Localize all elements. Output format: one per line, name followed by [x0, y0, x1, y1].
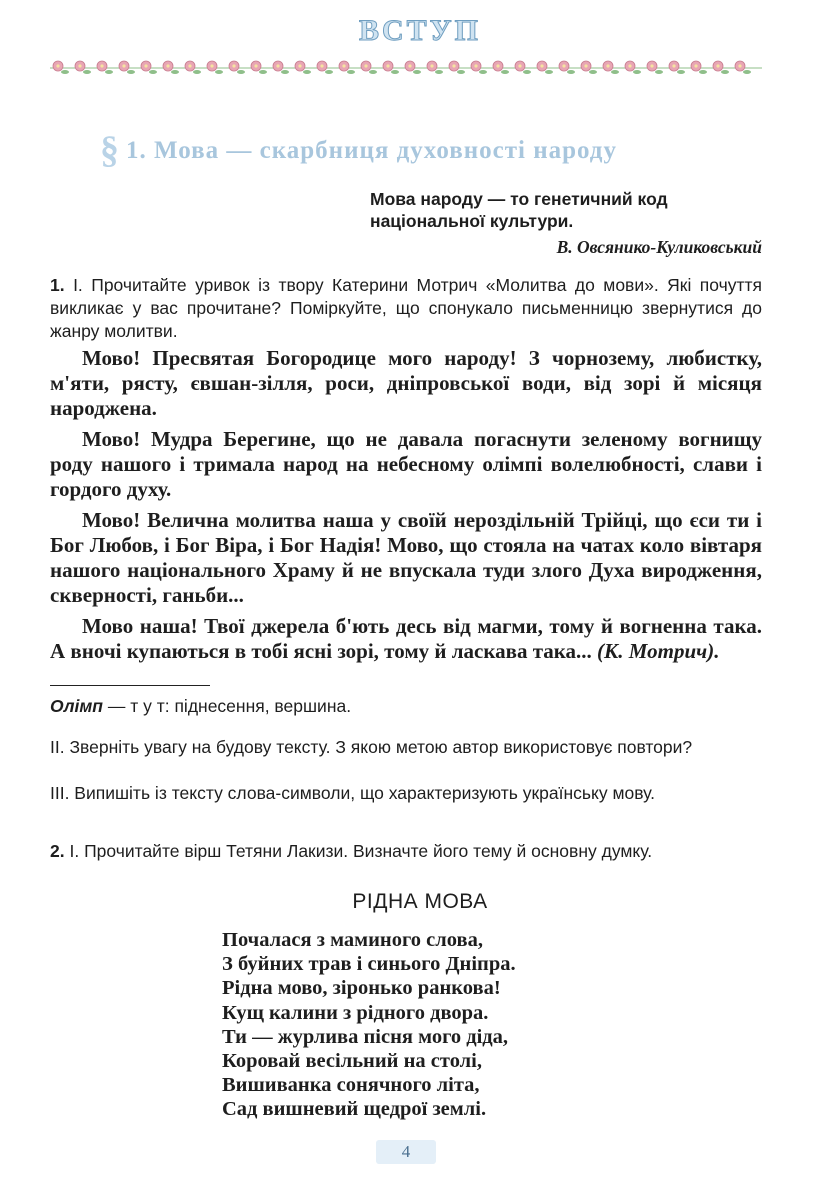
excerpt-paragraph-text: Мово наша! Твої джерела б'ють десь від магми, тому й вогненна така. А вночі купаються в тобі ясні зорі, тому й ласкава така... [50, 614, 762, 663]
poem-line: Вишиванка сонячного літа, [222, 1074, 480, 1097]
footnote [50, 695, 762, 718]
poem-line: Коровай весільний на столі, [222, 1050, 482, 1073]
floral-ornament-border [50, 55, 762, 81]
excerpt-paragraph [50, 614, 762, 664]
task-1-part-2: ІІ. Зверніть увагу на будову тексту. З якою метою автор використовує повтори? [50, 737, 693, 757]
poem-line: Почалася з маминого слова, [222, 929, 483, 951]
poem-title: РІДНА МОВА [352, 890, 488, 913]
task-2-text: І. Прочитайте вірш Тетяни Лакизи. Визначте його тему й основну думку. [69, 841, 653, 861]
footnote-term: Олімп [50, 696, 103, 716]
poem-line: Кущ калини з рідного двора. [222, 1001, 489, 1024]
footnote-definition: — т у т: піднесення, вершина. [103, 696, 352, 716]
page-number: 4 [376, 1140, 436, 1164]
epigraph-quote: Мова народу — то генетичний код національної культури. [370, 189, 668, 231]
poem-line: Ти — журлива пісня мого діда, [222, 1025, 509, 1048]
poem-line: Сад вишневий щедрої землі. [222, 1098, 487, 1121]
excerpt-paragraph: Мово! Пресвятая Богородице мого народу! З чорнозему, любистку, м'яти, рясту, євшан-зілля, роси, дніпровської води, від зорі й місяця народжена. [50, 346, 762, 420]
excerpt-attribution: (К. Мотрич). [597, 639, 720, 663]
epigraph [370, 188, 762, 258]
poem [222, 928, 642, 1122]
section-title: 1. Мова — скарбниця духовності народу [126, 137, 617, 164]
task-1-number: 1. [50, 275, 65, 295]
task-1-part-1: І. Прочитайте уривок із твору Катерини Мотрич «Молитва до мови». Які почуття викликає у вас прочитане? Поміркуйте, що спонукало письменницю звернутися до жанру молитви. [50, 275, 762, 341]
poem-line: Рідна мово, зіронько ранкова! [222, 977, 501, 1000]
excerpt-paragraph: Мово! Велична молитва наша у своїй нероздільній Трійці, що єси ти і Бог Любов, і Бог Віра, і Бог Надія! Мово, що стояла на чатах коло вівтаря нашого національного Храму й не впускала туди злого Духа виродження, скверності, ганьби... [50, 508, 762, 607]
epigraph-author: В. Овсянико-Куликовський [556, 237, 762, 257]
task-2-instruction [50, 840, 762, 863]
excerpt-paragraph: Мово! Мудра Берегине, що не давала погаснути зеленому вогнищу роду нашого і тримала народ на небесному олімпі волелюбності, слави і гордого духу. [50, 427, 762, 501]
poem-line: З буйних трав і синього Дніпра. [222, 953, 516, 976]
task-1-instruction [50, 274, 762, 343]
excerpt-text [50, 346, 762, 670]
task-1-part-3: ІІІ. Випишіть із тексту слова-символи, що характеризують українську мову. [50, 783, 655, 803]
chapter-title: ВСТУП [358, 14, 482, 47]
section-symbol: § [100, 129, 120, 171]
footnote-divider [50, 685, 210, 686]
section-heading [100, 128, 780, 172]
task-2-number: 2. [50, 841, 65, 861]
